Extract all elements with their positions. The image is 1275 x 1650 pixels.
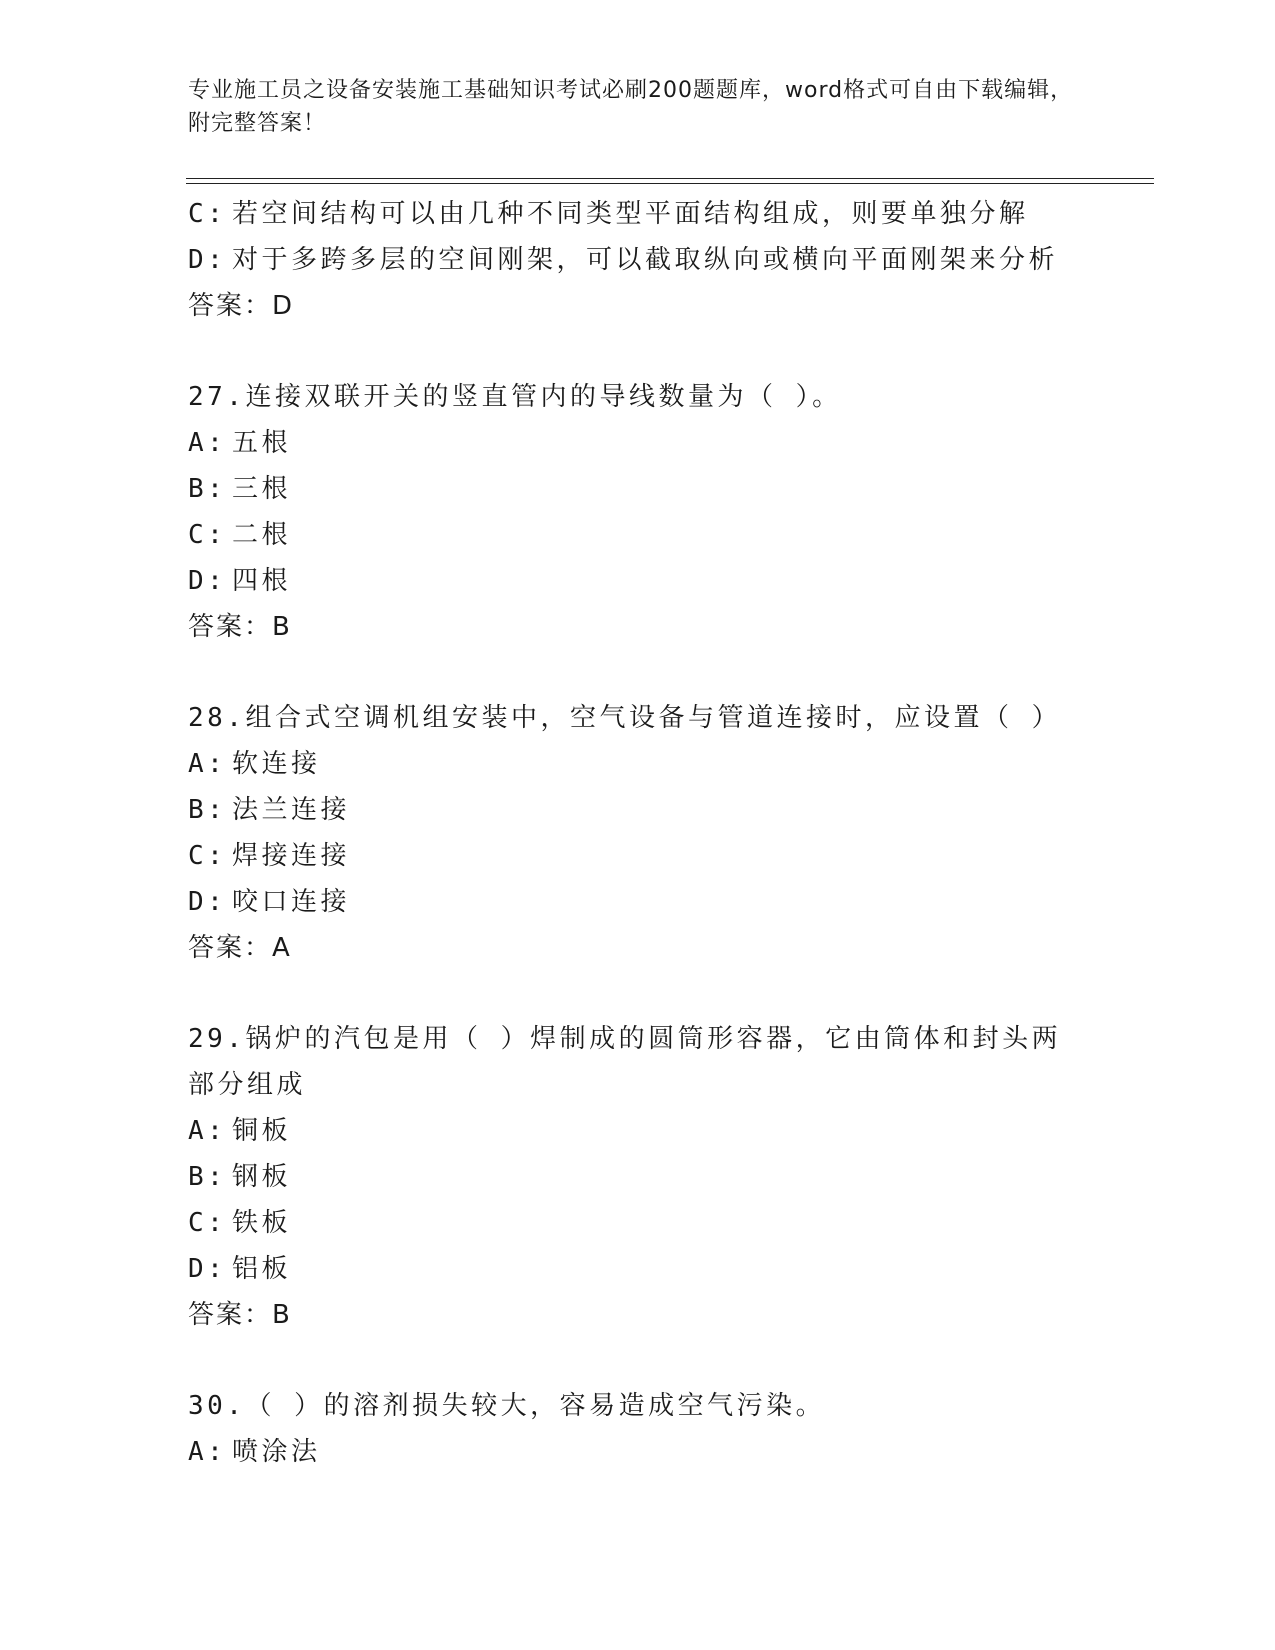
question-stem: 28.组合式空调机组安装中，空气设备与管道连接时，应设置（ ） xyxy=(188,703,1062,733)
option-a xyxy=(188,741,1118,787)
option-label: D: xyxy=(188,566,227,596)
option-text: 喷涂法 xyxy=(232,1437,321,1467)
option-b xyxy=(188,787,1118,833)
option-b xyxy=(188,466,1118,512)
option-label: C: xyxy=(188,520,227,550)
option-b xyxy=(188,1154,1118,1200)
option-a xyxy=(188,1429,1118,1475)
question-block xyxy=(188,1383,1118,1475)
answer-line: 答案：B xyxy=(188,1300,292,1330)
option-label: A: xyxy=(188,1116,227,1146)
option-text: 铜板 xyxy=(232,1116,292,1146)
answer-line: 答案：B xyxy=(188,612,292,642)
option-c xyxy=(188,191,1118,237)
option-text: 钢板 xyxy=(232,1162,292,1192)
question-stem: 30.（ ）的溶剂损失较大，容易造成空气污染。 xyxy=(188,1391,826,1421)
option-text: 软连接 xyxy=(232,749,321,779)
option-d xyxy=(188,1246,1118,1292)
question-stem: 29.锅炉的汽包是用（ ）焊制成的圆筒形容器，它由筒体和封头两部分组成 xyxy=(188,1024,1062,1100)
answer-line: 答案：D xyxy=(188,291,295,321)
option-text: 铝板 xyxy=(232,1254,292,1284)
option-a xyxy=(188,420,1118,466)
option-text: 法兰连接 xyxy=(232,795,351,825)
option-d xyxy=(188,237,1118,283)
option-text: 二根 xyxy=(232,520,292,550)
option-text: 咬口连接 xyxy=(232,887,351,917)
question-block xyxy=(188,374,1118,650)
option-text: 三根 xyxy=(232,474,292,504)
option-label: C: xyxy=(188,199,227,229)
option-d xyxy=(188,558,1118,604)
answer-line: 答案：A xyxy=(188,933,292,963)
header-divider-bottom xyxy=(186,183,1154,184)
option-a xyxy=(188,1108,1118,1154)
option-c xyxy=(188,1200,1118,1246)
option-label: C: xyxy=(188,1208,227,1238)
option-text: 焊接连接 xyxy=(232,841,351,871)
option-label: B: xyxy=(188,1162,227,1192)
option-label: A: xyxy=(188,428,227,458)
option-text: 若空间结构可以由几种不同类型平面结构组成，则要单独分解 xyxy=(232,199,1029,229)
question-block xyxy=(188,1016,1118,1338)
option-label: C: xyxy=(188,841,227,871)
question-block xyxy=(188,695,1118,971)
question-list xyxy=(188,191,1118,1475)
option-text: 铁板 xyxy=(232,1208,292,1238)
option-label: B: xyxy=(188,795,227,825)
question-stem: 27.连接双联开关的竖直管内的导线数量为（ ）。 xyxy=(188,382,842,412)
option-label: D: xyxy=(188,1254,227,1284)
option-label: B: xyxy=(188,474,227,504)
option-label: A: xyxy=(188,749,227,779)
option-label: D: xyxy=(188,887,227,917)
option-label: A: xyxy=(188,1437,227,1467)
header-divider-top xyxy=(186,178,1154,179)
option-d xyxy=(188,879,1118,925)
option-text: 五根 xyxy=(232,428,292,458)
option-c xyxy=(188,833,1118,879)
document-title: 专业施工员之设备安装施工基础知识考试必刷200题题库，word格式可自由下载编辑，附完整答案！ xyxy=(188,78,1074,136)
option-c xyxy=(188,512,1118,558)
option-text: 对于多跨多层的空间刚架，可以截取纵向或横向平面刚架来分析 xyxy=(232,245,1059,275)
option-label: D: xyxy=(188,245,227,275)
question-block-previous xyxy=(188,191,1118,329)
option-text: 四根 xyxy=(232,566,292,596)
document-header xyxy=(188,74,1088,140)
